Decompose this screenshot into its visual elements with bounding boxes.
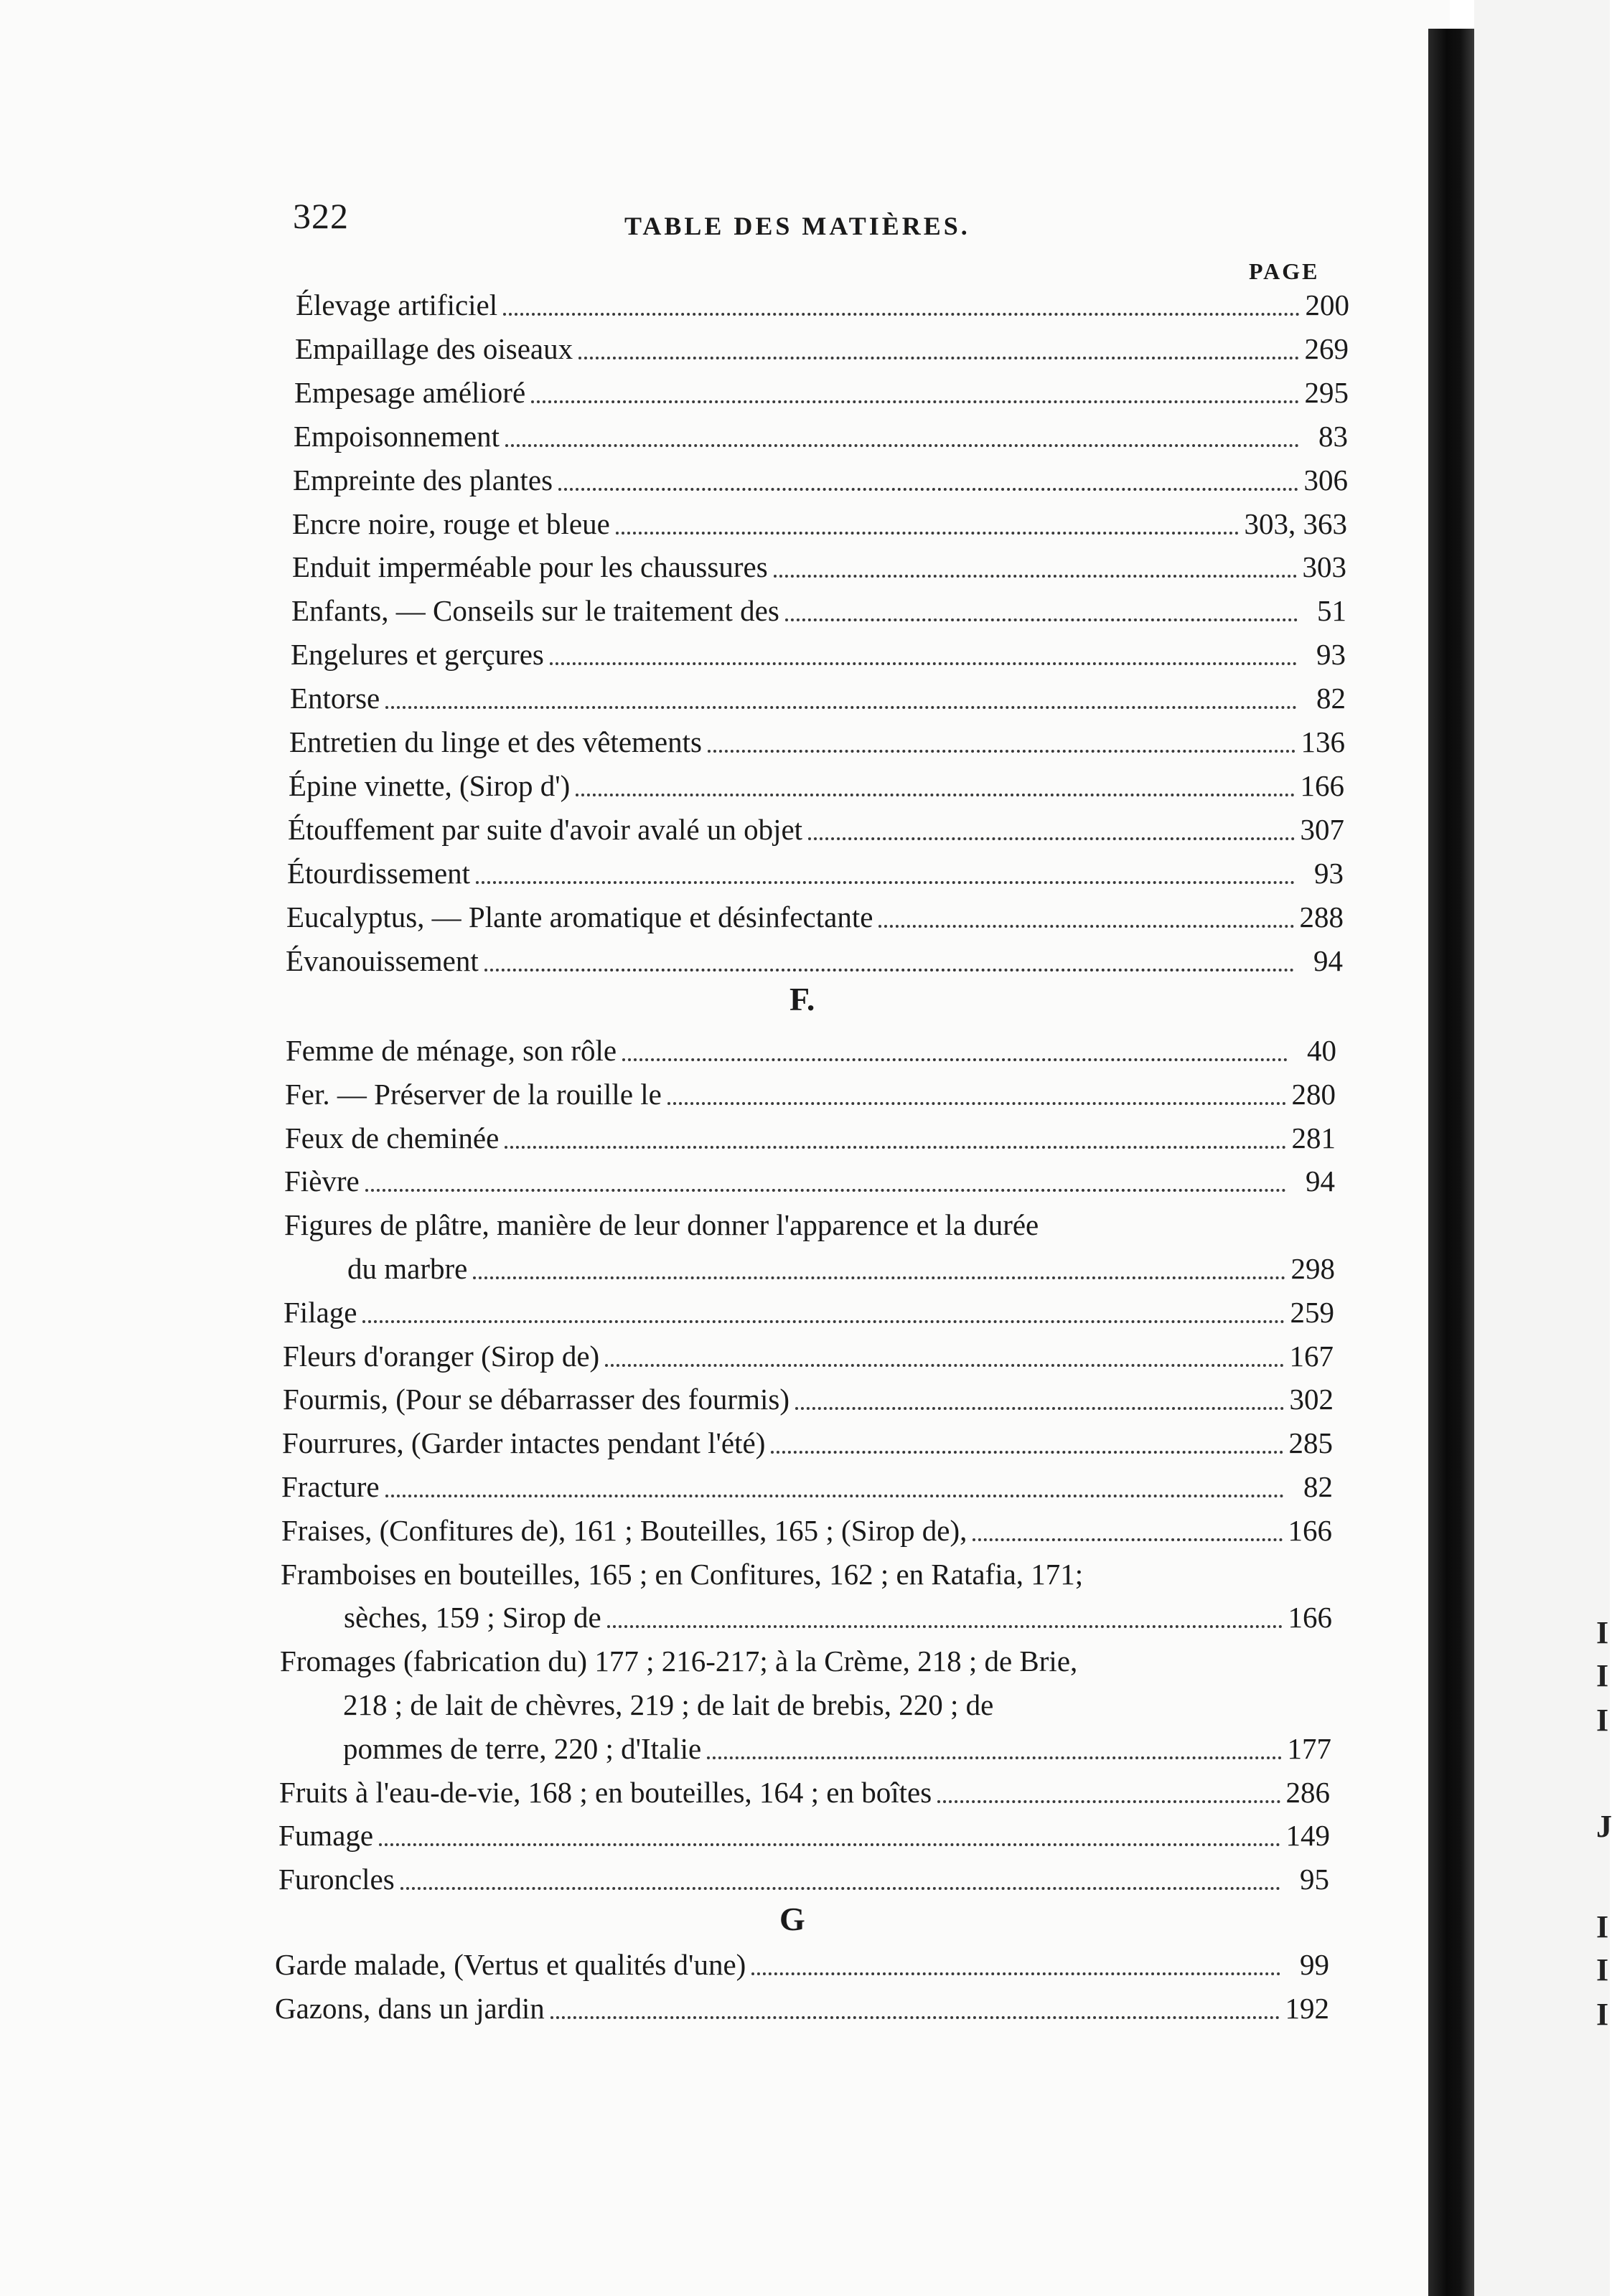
entry-page-number: 82 xyxy=(1316,682,1346,715)
dot-leader xyxy=(616,532,1239,535)
entry-title: Femme de ménage, son rôle xyxy=(286,1034,617,1067)
index-entry xyxy=(291,633,1346,676)
dot-leader xyxy=(484,969,1294,971)
dot-leader xyxy=(774,575,1297,578)
entry-title: Filage xyxy=(283,1295,357,1329)
index-entry xyxy=(286,1029,1336,1072)
entry-page-number: 177 xyxy=(1287,1731,1331,1765)
dot-leader xyxy=(558,488,1298,491)
dot-leader xyxy=(878,925,1293,928)
dot-leader xyxy=(973,1538,1282,1541)
entry-page-number: 307 xyxy=(1300,812,1344,846)
index-entry xyxy=(286,939,1343,982)
dot-leader xyxy=(400,1887,1280,1890)
dot-leader xyxy=(473,1276,1285,1279)
index-entry xyxy=(286,895,1344,938)
dot-leader xyxy=(622,1058,1288,1061)
index-entry xyxy=(288,808,1344,851)
entry-page-number: 269 xyxy=(1304,331,1349,365)
dot-leader xyxy=(362,1320,1284,1323)
index-entry xyxy=(283,1378,1334,1421)
next-page-fragment: I xyxy=(1596,1952,1609,1987)
entry-title: Fraises, (Confitures de), 161 ; Bouteilles, 165 ; (Sirop de), xyxy=(281,1513,967,1547)
entry-page-number: 295 xyxy=(1304,375,1349,409)
dot-leader xyxy=(785,618,1298,621)
dot-leader xyxy=(385,706,1297,709)
entry-title: Feux de cheminée xyxy=(285,1121,500,1154)
entry-title: Fer. — Préserver de la rouille le xyxy=(285,1077,662,1111)
dot-leader xyxy=(550,2016,1280,2019)
index-entry xyxy=(275,1943,1329,1986)
dot-leader xyxy=(385,1495,1284,1497)
index-entry xyxy=(344,1596,1332,1639)
dot-leader xyxy=(937,1800,1280,1803)
entry-page-number: 192 xyxy=(1285,1991,1329,2025)
entry-title: Fièvre xyxy=(284,1165,360,1198)
entry-line: 218 ; de lait de chèvres, 219 ; de lait de brebis, 220 ; de xyxy=(343,1688,994,1721)
next-page-edge xyxy=(1474,0,1610,2296)
entry-page-number: 166 xyxy=(1288,1601,1332,1634)
index-entry xyxy=(282,1421,1333,1464)
entry-line: Fromages (fabrication du) 177 ; 216-217; à la Crème, 218 ; de Brie, xyxy=(280,1645,1078,1678)
dot-leader xyxy=(607,1625,1283,1628)
index-entry xyxy=(293,458,1348,502)
index-entry xyxy=(285,1116,1336,1159)
index-entry xyxy=(275,1987,1329,2030)
entry-title: Épine vinette, (Sirop d') xyxy=(289,768,571,802)
entry-title: Garde malade, (Vertus et qualités d'une) xyxy=(275,1948,746,1981)
entry-title: Fumage xyxy=(278,1819,374,1853)
entry-title: Encre noire, rouge et bleue xyxy=(292,507,610,540)
entry-page-number: 166 xyxy=(1300,768,1344,802)
entry-page-number: 280 xyxy=(1291,1077,1336,1111)
index-entry xyxy=(291,589,1346,632)
entry-title: Eucalyptus, — Plante aromatique et désinfectante xyxy=(286,900,873,933)
next-page-fragment: I xyxy=(1596,1615,1609,1650)
index-entry xyxy=(287,852,1344,895)
section-letter: G xyxy=(779,1901,805,1937)
entry-title: Entorse xyxy=(290,682,380,715)
dot-leader xyxy=(605,1364,1283,1367)
index-entry xyxy=(289,720,1345,763)
section-letter: F. xyxy=(789,981,815,1017)
next-page-fragment: I xyxy=(1596,1909,1609,1944)
entry-page-number: 303, 363 xyxy=(1244,507,1347,540)
index-entry xyxy=(296,283,1349,326)
dot-leader xyxy=(476,881,1295,884)
entry-page-number: 40 xyxy=(1307,1034,1336,1067)
index-entry xyxy=(278,1814,1330,1857)
entry-title: Fourmis, (Pour se débarrasser des fourmis) xyxy=(283,1383,789,1416)
entry-title: Empoisonnement xyxy=(294,419,500,453)
dot-leader xyxy=(505,1146,1285,1149)
entry-page-number: 51 xyxy=(1317,594,1346,628)
entry-page-number: 136 xyxy=(1301,725,1345,758)
next-page-fragment: J xyxy=(1596,1809,1612,1844)
entry-page-number: 94 xyxy=(1313,944,1343,977)
index-entry xyxy=(289,764,1344,807)
entry-title: Engelures et gerçures xyxy=(291,638,544,672)
entry-page-number: 281 xyxy=(1291,1121,1336,1154)
running-title: TABLE DES MATIÈRES. xyxy=(624,212,970,240)
index-entry xyxy=(283,1335,1334,1378)
dot-leader xyxy=(707,1756,1281,1759)
dot-leader xyxy=(808,837,1294,840)
dot-leader xyxy=(576,794,1294,796)
next-page-fragment: I xyxy=(1596,1997,1609,2032)
index-entry xyxy=(294,415,1348,458)
dot-leader xyxy=(578,357,1298,359)
page-number: 322 xyxy=(293,196,349,236)
index-entry xyxy=(294,371,1349,414)
entry-title: Empreinte des plantes xyxy=(293,463,553,497)
book-binding-gutter xyxy=(1428,29,1474,2296)
entry-page-number: 99 xyxy=(1300,1948,1329,1981)
entry-page-number: 167 xyxy=(1289,1339,1334,1373)
entry-title: Fruits à l'eau-de-vie, 168 ; en bouteilles, 164 ; en boîtes xyxy=(279,1775,932,1809)
entry-title: Fleurs d'oranger (Sirop de) xyxy=(283,1339,600,1373)
index-entry xyxy=(283,1291,1334,1334)
entry-page-number: 306 xyxy=(1303,463,1348,497)
entry-page-number: 259 xyxy=(1290,1295,1334,1329)
entry-title: Gazons, dans un jardin xyxy=(275,1991,545,2025)
index-entry xyxy=(292,545,1346,588)
index-entry xyxy=(284,1159,1335,1203)
entry-title: Étouffement par suite d'avoir avalé un objet xyxy=(288,812,803,846)
entry-title: Empaillage des oiseaux xyxy=(295,331,573,365)
entry-title: Étourdissement xyxy=(287,856,471,890)
entry-title: sèches, 159 ; Sirop de xyxy=(344,1601,601,1634)
entry-page-number: 82 xyxy=(1303,1470,1333,1503)
index-entry xyxy=(285,1073,1336,1116)
entry-line: Framboises en bouteilles, 165 ; en Confitures, 162 ; en Ratafia, 171; xyxy=(281,1557,1084,1591)
index-entry xyxy=(279,1771,1330,1814)
index-entry xyxy=(281,1465,1333,1508)
entry-title: Fracture xyxy=(281,1470,380,1503)
entry-page-number: 298 xyxy=(1290,1252,1335,1285)
dot-leader xyxy=(708,750,1295,753)
dot-leader xyxy=(365,1189,1286,1192)
dot-leader xyxy=(751,1972,1280,1975)
entry-page-number: 166 xyxy=(1288,1513,1332,1547)
entry-page-number: 200 xyxy=(1305,288,1349,321)
dot-leader xyxy=(531,400,1298,403)
index-entry xyxy=(278,1858,1329,1901)
entry-page-number: 149 xyxy=(1285,1819,1330,1853)
entry-page-number: 93 xyxy=(1316,638,1346,672)
index-entry xyxy=(347,1247,1335,1290)
entry-page-number: 286 xyxy=(1285,1775,1330,1809)
entry-title: Enfants, — Conseils sur le traitement des xyxy=(291,594,779,628)
entry-page-number: 94 xyxy=(1306,1165,1335,1198)
index-entry xyxy=(290,677,1346,720)
page-column-heading: PAGE xyxy=(1249,258,1320,284)
index-entry xyxy=(292,502,1347,545)
entry-title: Fourrures, (Garder intactes pendant l'été) xyxy=(282,1426,766,1460)
entry-title: Évanouissement xyxy=(286,944,479,977)
dot-leader xyxy=(667,1102,1286,1105)
index-entry xyxy=(281,1509,1332,1552)
entry-page-number: 83 xyxy=(1318,419,1348,453)
index-entry xyxy=(343,1727,1331,1770)
entry-title: du marbre xyxy=(347,1252,468,1285)
dot-leader xyxy=(379,1843,1280,1846)
entry-page-number: 285 xyxy=(1288,1426,1333,1460)
entry-page-number: 95 xyxy=(1300,1863,1329,1896)
dot-leader xyxy=(795,1407,1284,1410)
next-page-fragment: I xyxy=(1596,1703,1609,1738)
dot-leader xyxy=(550,662,1297,665)
entry-page-number: 288 xyxy=(1299,900,1344,933)
entry-title: Furoncles xyxy=(278,1863,395,1896)
dot-leader xyxy=(503,313,1299,316)
entry-title: Entretien du linge et des vêtements xyxy=(289,725,702,758)
entry-page-number: 93 xyxy=(1314,856,1344,890)
index-entry xyxy=(295,327,1349,370)
entry-line: Figures de plâtre, manière de leur donner l'apparence et la durée xyxy=(284,1208,1039,1242)
entry-page-number: 302 xyxy=(1289,1383,1334,1416)
dot-leader xyxy=(505,444,1299,447)
entry-page-number: 303 xyxy=(1302,550,1346,584)
entry-title: pommes de terre, 220 ; d'Italie xyxy=(343,1731,702,1765)
next-page-fragment: I xyxy=(1596,1658,1609,1693)
entry-title: Enduit imperméable pour les chaussures xyxy=(292,550,768,584)
entry-title: Empesage amélioré xyxy=(294,375,526,409)
dot-leader xyxy=(771,1451,1283,1454)
entry-title: Élevage artificiel xyxy=(296,288,498,321)
